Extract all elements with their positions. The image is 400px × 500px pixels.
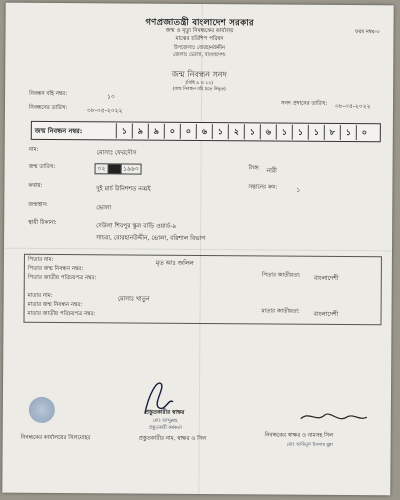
registration-number-label: জন্ম নিবন্ধন নম্বর: — [34, 126, 83, 136]
registration-digit: ২ — [228, 124, 244, 139]
registration-digit: ৯ — [148, 124, 164, 139]
registration-digit: ৮ — [324, 125, 340, 140]
form-number: ফরম নম্বর-৩ — [354, 29, 380, 36]
upazila-name: উপজেলাঃ বোরহানউদ্দীন — [173, 44, 226, 52]
union-name: মাঝের চরিশিপ পরিষদ — [175, 35, 224, 43]
district-name: জেলাঃ ভোলা, বাংলাদেশ। — [173, 51, 226, 59]
registration-digit: ০ — [180, 124, 196, 139]
fold-line-horizontal — [4, 248, 392, 252]
preparer-name: মোঃ আব্দুল্লাহ — [152, 418, 178, 424]
issue-date-value: ০৮-০৫-২০২২ — [334, 102, 371, 111]
dob-words-label: কথায়: — [28, 182, 43, 189]
registration-digit: ৯ — [132, 124, 148, 139]
registrar-signature — [299, 409, 369, 427]
address-line-1: দেউলা শিবপুর স্কুল বাড়ি ওয়ার্ড-৯ — [96, 222, 177, 230]
dob-year: ১৯৯০ — [123, 165, 139, 173]
registration-digit: ৬ — [260, 124, 276, 139]
birth-order-label: সন্তানের ক্রম: — [248, 184, 278, 191]
birthplace-label: জন্মস্থান: — [28, 201, 48, 208]
certificate-title: জন্ম নিবন্ধন সনদ — [171, 69, 227, 80]
sex-label: লিঙ্গ: — [248, 165, 260, 172]
registration-digit: ১ — [276, 125, 292, 140]
father-nationality: বাংলাদেশী — [313, 274, 339, 282]
father-name-label: পিতার নাম: — [27, 256, 54, 263]
issue-date-label: সনদ প্রদানের তারিখ: — [280, 100, 328, 107]
registration-digits — [116, 123, 372, 140]
rule-reference: (বিধি ৯ ও ১০) — [185, 80, 213, 87]
birthplace-value: ভোলা — [96, 204, 112, 212]
registration-digit: ১ — [308, 125, 324, 140]
birth-certificate — [2, 3, 393, 496]
dob-boxes — [95, 163, 142, 174]
registration-digit: ১ — [340, 125, 356, 140]
seal-label: নিবন্ধকের কার্যালয়ের সিলমোহর — [20, 434, 91, 442]
office-name: জন্ম ও মৃত্যু নিবন্ধকের কার্যালয় — [165, 27, 234, 35]
mother-name: মোসাঃ খাতুন — [117, 295, 150, 303]
address-line-2: সাচরা, বোরহানউদ্দীন, ভোলা, বরিশাল বিভাগ — [96, 234, 206, 243]
preparer-label: প্রস্তুতকারীর নাম, স্বাক্ষর ও সিল — [138, 435, 207, 443]
registration-digit: ১ — [292, 125, 308, 140]
registration-digit: ০ — [164, 124, 180, 139]
father-nid-label: পিতার জাতীয় পরিচয়পত্র নম্বর: — [27, 274, 97, 282]
mother-reg-label: মাতার জন্ম নিবন্ধন নম্বর: — [27, 301, 83, 309]
mother-nid-label: মাতার জাতীয় পরিচয়পত্র নম্বর: — [27, 310, 96, 318]
dob-month: ০৩ — [108, 164, 121, 173]
registration-digit: ১ — [116, 123, 132, 138]
child-name: মোসাঃ ফেরদৌস — [96, 149, 137, 157]
registration-date-value: ০৮-০৫-২০২২ — [86, 107, 123, 115]
father-name: মৃত আঃ জলিল — [155, 259, 194, 267]
name-label: নাম: — [28, 146, 39, 153]
registration-number-box — [31, 121, 381, 142]
book-number-label: নিবন্ধন বহি নম্বর: — [29, 90, 68, 98]
mother-nationality-label: মাতার জাতীয়তা: — [261, 308, 300, 315]
registrar-name: মোঃ আমিনুল ইসলাম মুন্না — [286, 442, 333, 448]
mother-name-label: মাতার নাম: — [27, 292, 53, 299]
preparer-title: প্রস্তুতকারীর স্বাক্ষর — [144, 409, 185, 416]
registration-digit: ১ — [212, 124, 228, 139]
preparer-role: প্রস্তুতকারী কর্মকর্তা — [148, 425, 182, 431]
birth-order-value: ১ — [296, 186, 301, 194]
dob-label: জন্ম তারিখ: — [28, 163, 56, 171]
book-number-value: ১০ — [107, 93, 115, 101]
rule-note: (জন্ম নিবন্ধন বহি হতে উদ্ধৃত) — [172, 86, 226, 93]
registration-digit: ০ — [356, 125, 372, 140]
father-nationality-label: পিতার জাতীয়তা: — [261, 272, 301, 279]
sex-value: নারী — [266, 167, 277, 175]
dob-words: দুই মার্চ উনিশশত নব্বই — [96, 185, 151, 193]
father-reg-label: পিতার জন্ম নিবন্ধন নম্বর: — [27, 265, 84, 273]
dob-day: ০২ — [96, 164, 109, 173]
registration-digit: ১ — [244, 124, 260, 139]
registration-date-label: নিবন্ধনের তারিখ: — [28, 104, 68, 112]
mother-nationality: বাংলাদেশী — [313, 310, 339, 318]
government-title: গণপ্রজাতন্ত্রী বাংলাদেশ সরকার — [145, 17, 254, 29]
office-seal-emblem — [29, 397, 55, 423]
registration-digit: ৬ — [196, 124, 212, 139]
address-label: স্থায়ী ঠিকানা: — [28, 219, 57, 227]
registrar-label: নিবন্ধকের স্বাক্ষর ও নামসহ সিল — [264, 432, 334, 439]
